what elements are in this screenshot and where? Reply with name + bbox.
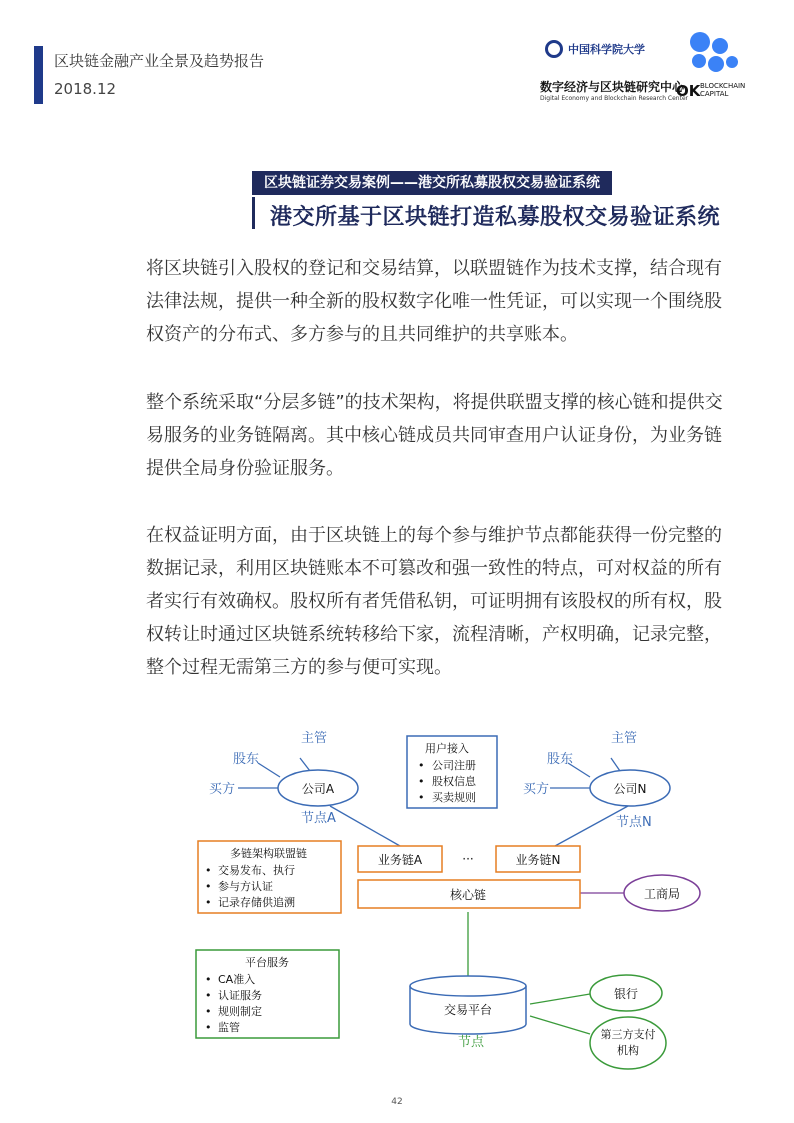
section-tag: 区块链证券交易案例——港交所私募股权交易验证系统	[252, 171, 612, 195]
shareholder-a-label: 股东	[233, 752, 260, 767]
paragraph-1: 将区块链引入股权的登记和交易结算，以联盟链作为技术支撑，结合现有法律法规，提供一种全新的股权数字化唯一性凭证，可以实现一个围绕股权资产的分布式、多方参与的且共同维护的共享账本。	[146, 258, 722, 345]
buyer-n-label: 买方	[523, 782, 550, 797]
platform-item: 监管	[218, 1021, 240, 1034]
ellipsis-label: ···	[462, 852, 474, 866]
bullet-icon: •	[205, 864, 212, 877]
user-access-title: 用户接入	[425, 742, 469, 755]
ucas-logo-text: 中国科学院大学	[568, 42, 646, 56]
research-center-name: 数字经济与区块链研究中心	[540, 79, 685, 94]
ok-logo-text: OK	[676, 82, 701, 100]
bullet-icon: •	[205, 973, 212, 986]
platform-services-title: 平台服务	[245, 956, 289, 969]
bank-label: 银行	[613, 987, 639, 1001]
bullet-icon: •	[205, 989, 212, 1002]
node-a-label: 节点A	[301, 811, 336, 826]
paragraph-3: 在权益证明方面，由于区块链上的每个参与维护节点都能获得一份完整的数据记录，利用区块链账本不可篡改和强一致性的特点，可对权益的所有者实行有效确权。股权所有者凭借私钥，可证明拥有该股权的所有权，股权转让时通过区块链系统转移给下家，流程清晰，产权明确，记录完整，整个过程无需第三方的参与便可实现。	[146, 525, 722, 678]
buyer-a-label: 买方	[209, 782, 236, 797]
bullet-icon: •	[205, 896, 212, 909]
bullet-icon: •	[205, 1021, 212, 1034]
bullet-icon: •	[205, 1005, 212, 1018]
report-title: 区块链金融产业全景及趋势报告	[54, 52, 265, 70]
user-access-item: 股权信息	[432, 775, 476, 788]
supervisor-n-label: 主管	[611, 731, 638, 746]
third-party-payment-label: 第三方支付机构	[600, 1028, 656, 1057]
supervisor-a-label: 主管	[301, 731, 328, 746]
paragraph-2: 整个系统采取“分层多链”的技术架构，将提供联盟支撑的核心链和提供交易服务的业务链隔离。其中核心链成员共同审查用户认证身份，为业务链提供全局身份验证服务。	[146, 392, 723, 479]
shareholder-n-label: 股东	[547, 752, 574, 767]
icbc-label: 工商局	[643, 887, 681, 901]
user-access-item: 买卖规则	[432, 791, 476, 804]
bullet-icon: •	[418, 775, 425, 788]
multichain-item: 记录存储供追溯	[218, 896, 295, 909]
company-n-label: 公司N	[613, 782, 647, 796]
platform-item: 规则制定	[218, 1005, 262, 1018]
user-access-item: 公司注册	[432, 759, 476, 772]
page-number: 42	[391, 1097, 403, 1107]
section-title: 港交所基于区块链打造私募股权交易验证系统	[270, 205, 721, 230]
node-label: 节点	[458, 1035, 485, 1050]
business-chain-a-label: 业务链A	[377, 853, 423, 867]
bullet-icon: •	[205, 880, 212, 893]
report-date: 2018.12	[54, 80, 117, 98]
multichain-item: 参与方认证	[218, 880, 273, 893]
platform-item: 认证服务	[218, 989, 262, 1002]
multichain-item: 交易发布、执行	[218, 864, 295, 877]
bullet-icon: •	[418, 791, 425, 804]
ok-logo-subtext: BLOCKCHAIN CAPITAL	[700, 82, 746, 98]
business-chain-n-label: 业务链N	[515, 853, 561, 867]
bullet-icon: •	[418, 759, 425, 772]
company-a-label: 公司A	[301, 782, 335, 796]
node-n-label: 节点N	[616, 815, 652, 830]
core-chain-label: 核心链	[449, 888, 487, 902]
multichain-title: 多链架构联盟链	[230, 847, 307, 860]
exchange-platform-label: 交易平台	[443, 1003, 493, 1017]
platform-item: CA准入	[218, 973, 256, 986]
research-center-name-en: Digital Economy and Blockchain Research Center	[540, 94, 689, 102]
